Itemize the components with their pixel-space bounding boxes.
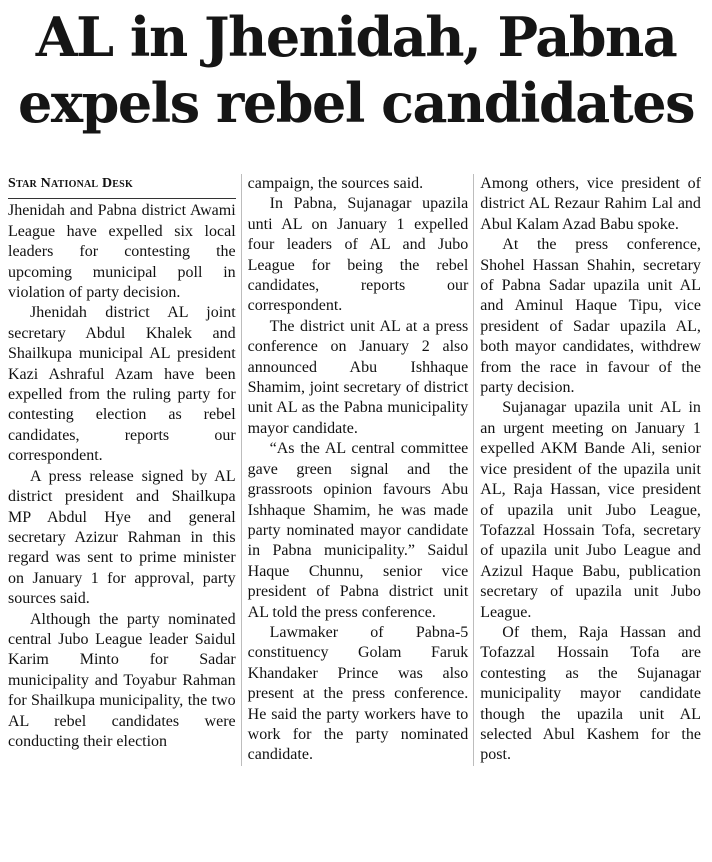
- article-columns: [8, 174, 706, 766]
- column-3: [473, 174, 706, 766]
- paragraph: Although the party nominated central Jubo League leader Saidul Karim Minto for Sadar municipality and Toyabur Rahman for Shailkupa municipality, the two AL rebel candidates were conducting their election: [8, 610, 236, 750]
- paragraph: Sujanagar upazila unit AL in an urgent meeting on January 1 expelled AKM Bande Ali, senior vice president of the upazila unit AL, Raja Hassan, vice president of upazila unit Jubo League, Tofazzal Hossain Tofa, secretary of upazila unit Jubo League and Azizul Haque Babu, publication secretary of upazila unit Jubo League.: [480, 399, 701, 621]
- headline-line-2: expels rebel candidates: [18, 71, 694, 135]
- paragraph: Jhenidah district AL joint secretary Abdul Khalek and Shailkupa municipal AL president Kazi Ashraful Azam have been expelled from the ruling party for contesting election as rebel candidates, reports our correspondent.: [8, 304, 236, 465]
- column-2: [241, 174, 474, 766]
- paragraph: Jhenidah and Pabna district Awami League have expelled six local leaders for contesting the upcoming municipal poll in violation of party decision.: [8, 202, 236, 302]
- paragraph: A press release signed by AL district president and Shailkupa MP Abdul Hye and general secretary Azizur Rahman in this regard was sent to prime minister on January 1 for approval, party sources said.: [8, 467, 236, 608]
- paragraph: Lawmaker of Pabna-5 constituency Golam Faruk Khandaker Prince was also present at the press conference. He said the party workers have to work for the party nominated candidate.: [247, 623, 469, 764]
- paragraph: At the press conference, Shohel Hassan Shahin, secretary of Pabna Sadar upazila unit AL and Aminul Haque Tipu, vice president of Sadar upazila AL, both mayor candidates, withdrew from the race in favour of the party decision.: [480, 236, 701, 397]
- paragraph: Of them, Raja Hassan and Tofazzal Hossain Tofa are contesting as the Sujanagar municipality mayor candidate though the upazila unit AL selected Abul Kashem for the post.: [480, 623, 701, 764]
- column-1: [8, 174, 241, 766]
- paragraph: In Pabna, Sujanagar upazila unti AL on January 1 expelled four leaders of AL and Jubo League for being the rebel candidates, reports our correspondent.: [247, 195, 469, 315]
- paragraph: The district unit AL at a press conference on January 2 also announced Abu Ishhaque Shamim, joint secretary of district unit AL as the Pabna municipality mayor candidate.: [247, 317, 469, 437]
- paragraph: campaign, the sources said.: [247, 175, 424, 192]
- headline-line-1: AL in Jhenidah, Pabna: [35, 5, 677, 69]
- byline: Star National Desk: [8, 176, 133, 191]
- paragraph: “As the AL central committee gave green signal and the grassroots opinion favours Abu Ishhaque Shamim, he was made party nominated mayor candidate in Pabna municipality.” Saidul Haque Chunnu, senior vice president of Pabna district unit AL told the press conference.: [247, 440, 469, 621]
- headline: [0, 0, 712, 136]
- paragraph: Among others, vice president of district AL Rezaur Rahim Lal and Abul Kalam Azad Babu spoke.: [480, 175, 701, 233]
- byline-rule: [8, 198, 236, 199]
